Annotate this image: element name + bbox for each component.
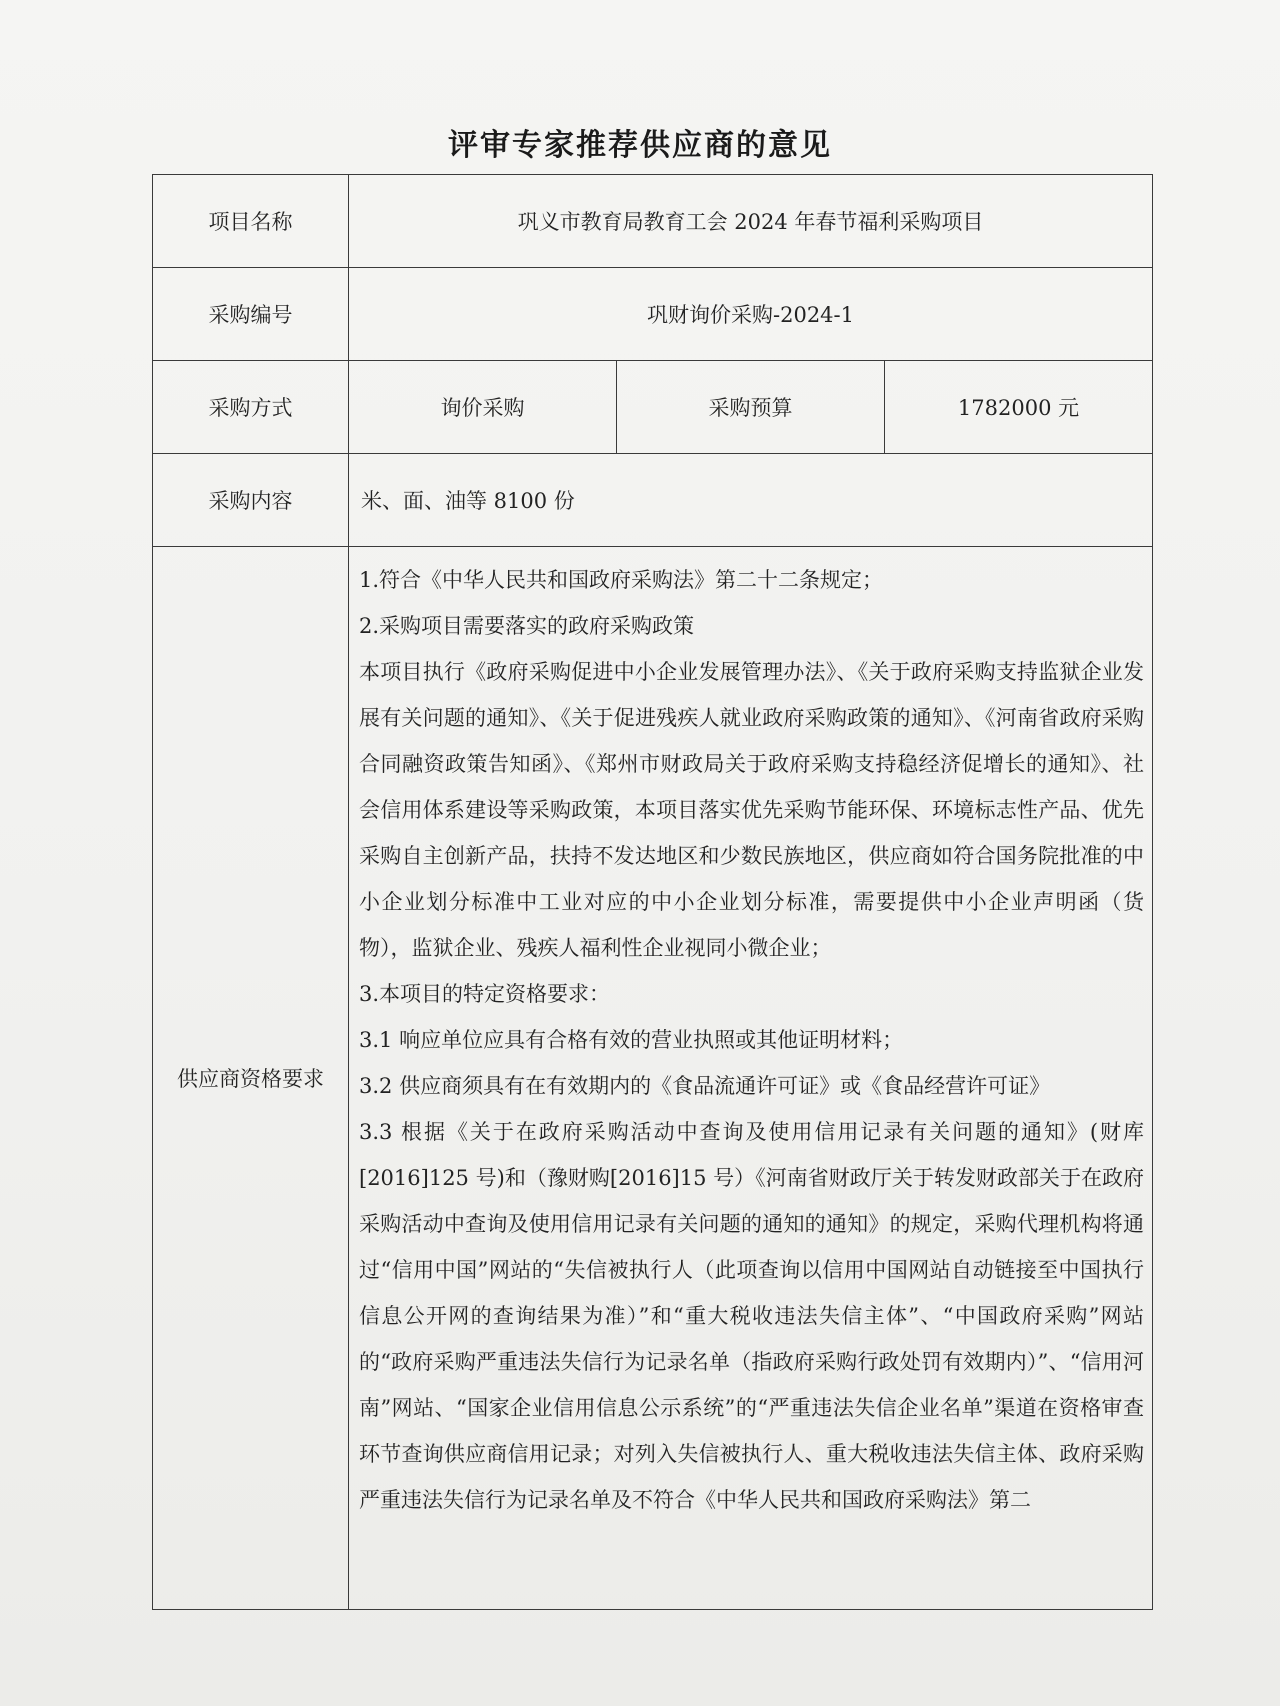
budget-value: 1782000 元 xyxy=(885,361,1153,454)
requirement-item: 3.2 供应商须具有在有效期内的《食品流通许可证》或《食品经营许可证》 xyxy=(359,1074,1051,1098)
requirement-item: 3.1 响应单位应具有合格有效的营业执照或其他证明材料； xyxy=(359,1028,904,1052)
content-label: 采购内容 xyxy=(153,454,349,547)
requirement-item: 2.采购项目需要落实的政府采购政策 xyxy=(359,614,695,638)
table-row xyxy=(153,454,1153,547)
table-row xyxy=(153,268,1153,361)
table-row xyxy=(153,361,1153,454)
requirements-label: 供应商资格要求 xyxy=(153,547,349,1610)
table-row xyxy=(153,547,1153,1610)
method-value: 询价采购 xyxy=(349,361,617,454)
requirement-item: 3.本项目的特定资格要求： xyxy=(359,982,611,1006)
procurement-no-label: 采购编号 xyxy=(153,268,349,361)
document-title: 评审专家推荐供应商的意见 xyxy=(448,128,832,163)
procurement-no-value: 巩财询价采购-2024-1 xyxy=(349,268,1153,361)
procurement-info-table xyxy=(152,174,1153,1610)
requirements-text xyxy=(349,547,1153,1610)
project-name-value: 巩义市教育局教育工会 2024 年春节福利采购项目 xyxy=(349,175,1153,268)
project-name-label: 项目名称 xyxy=(153,175,349,268)
requirement-paragraph: 本项目执行《政府采购促进中小企业发展管理办法》、《关于政府采购支持监狱企业发展有关问题的通知》、《关于促进残疾人就业政府采购政策的通知》、《河南省政府采购合同融资政策告知函》、《郑州市财政局关于政府采购支持稳经济促增长的通知》、社会信用体系建设等采购政策，本项目落实优先采购节能环保、环境标志性产品、优先采购自主创新产品，扶持不发达地区和少数民族地区，供应商如符合国务院批准的中小企业划分标准中工业对应的中小企业划分标准，需要提供中小企业声明函（货物），监狱企业、残疾人福利性企业视同小微企业； xyxy=(359,660,1145,960)
method-label: 采购方式 xyxy=(153,361,349,454)
requirement-paragraph: 3.3 根据《关于在政府采购活动中查询及使用信用记录有关问题的通知》(财库[2016]125 号)和（豫财购[2016]15 号）《河南省财政厅关于转发财政部关于在政府采购活动中查询及使用信用记录有关问题的通知的通知》的规定，采购代理机构将通过“信用中国”网站的“失信被执行人（此项查询以信用中国网站自动链接至中国执行信息公开网的查询结果为准）”和“重大税收违法失信主体”、“中国政府采购”网站的“政府采购严重违法失信行为记录名单（指政府采购行政处罚有效期内）”、“信用河南”网站、“国家企业信用信息公示系统”的“严重违法失信企业名单”渠道在资格审查环节查询供应商信用记录；对列入失信被执行人、重大税收违法失信主体、政府采购严重违法失信行为记录名单及不符合《中华人民共和国政府采购法》第二 xyxy=(359,1120,1145,1512)
content-value: 米、面、油等 8100 份 xyxy=(349,454,1153,547)
requirement-item: 1.符合《中华人民共和国政府采购法》第二十二条规定； xyxy=(359,568,884,592)
budget-label: 采购预算 xyxy=(617,361,885,454)
table-row xyxy=(153,175,1153,268)
